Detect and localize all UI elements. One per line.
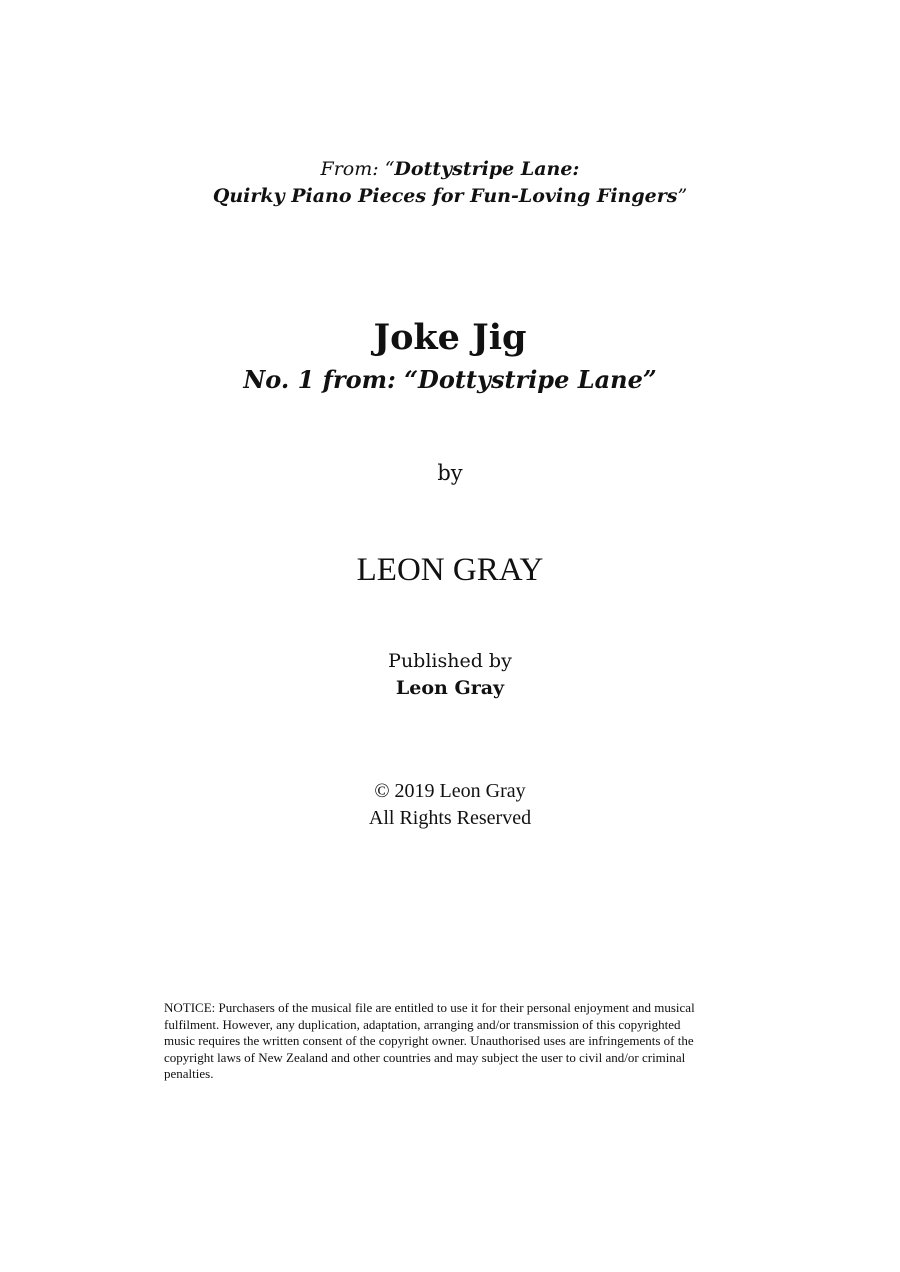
copyright-notice: NOTICE: Purchasers of the musical file are entitled to use it for their personal enjoyment and musical fulfilment. However, any duplication, adaptation, arranging and/or transmission of this copyrighted music requires the written consent of the copyright owner. Unauthorised uses are infringements of the copyright laws of New Zealand and other countries and may subject the user to civil and/or criminal penalties. [164, 1000, 695, 1082]
publisher-name: Leon Gray [395, 677, 505, 699]
piece-subtitle: No. 1 from: “Dottystripe Lane” [243, 365, 657, 394]
published-by-label: Published by [388, 650, 512, 672]
rights-line: All Rights Reserved [368, 807, 532, 829]
book-title-line2: Quirky Piano Pieces for Fun-Loving Fingers [212, 185, 678, 207]
composer-name: LEON GRAY [356, 552, 544, 588]
source-suffix: ” [677, 185, 688, 207]
piece-title: Joke Jig [373, 317, 527, 358]
by-label: by [437, 461, 463, 485]
book-title-line1: Dottystripe Lane: [394, 158, 580, 180]
source-prefix: From: “ [320, 158, 395, 180]
source-line [0, 156, 900, 210]
copyright-line: © 2019 Leon Gray [374, 780, 526, 802]
